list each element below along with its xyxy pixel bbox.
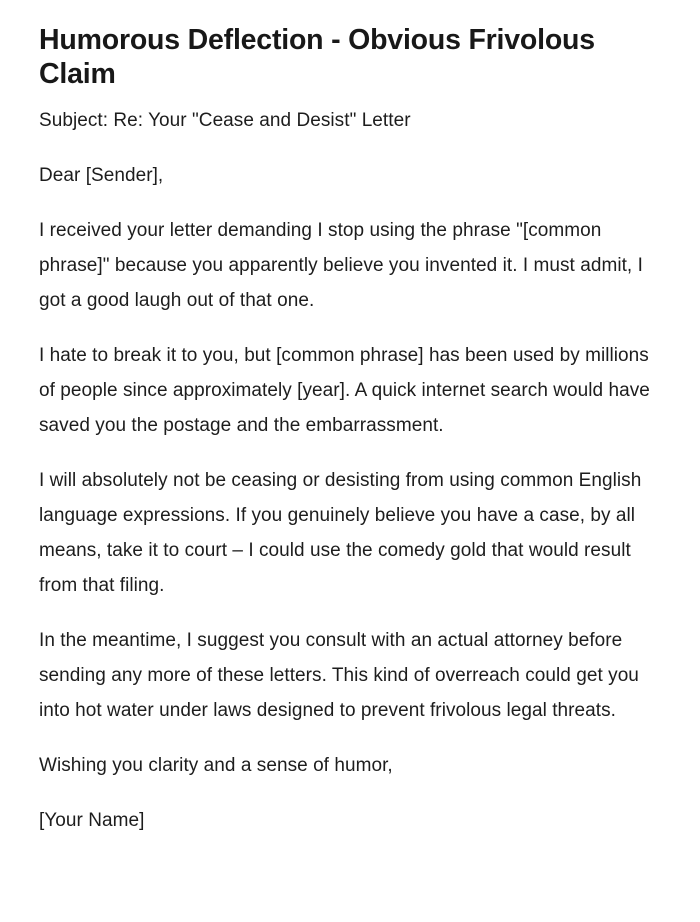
closing-line: Wishing you clarity and a sense of humor, (39, 755, 393, 777)
page-title: Humorous Deflection - Obvious Frivolous Claim (39, 24, 595, 90)
signature-line: [Your Name] (39, 810, 145, 832)
body-paragraph-4: In the meantime, I suggest you consult with an actual attorney before sending any more of these letters. This kind of overreach could get you into hot water under laws designed to prevent frivolous legal threats. (39, 630, 645, 722)
body-paragraph-1: I received your letter demanding I stop using the phrase "[common phrase]" because you apparently believe you invented it. I must admit, I got a good laugh out of that one. (39, 220, 649, 312)
letter-body (39, 91, 662, 838)
salutation: Dear [Sender], (39, 165, 164, 187)
body-paragraph-2: I hate to break it to you, but [common phrase] has been used by millions of people since approximately [year]. A quick internet search would have saved you the postage and the embarrassment. (39, 345, 656, 437)
subject-line: Subject: Re: Your "Cease and Desist" Letter (39, 110, 411, 132)
body-paragraph-3: I will absolutely not be ceasing or desisting from using common English language expressions. If you genuinely believe you have a case, by all means, take it to court – I could use the comedy gold that would result from that filing. (39, 470, 647, 597)
